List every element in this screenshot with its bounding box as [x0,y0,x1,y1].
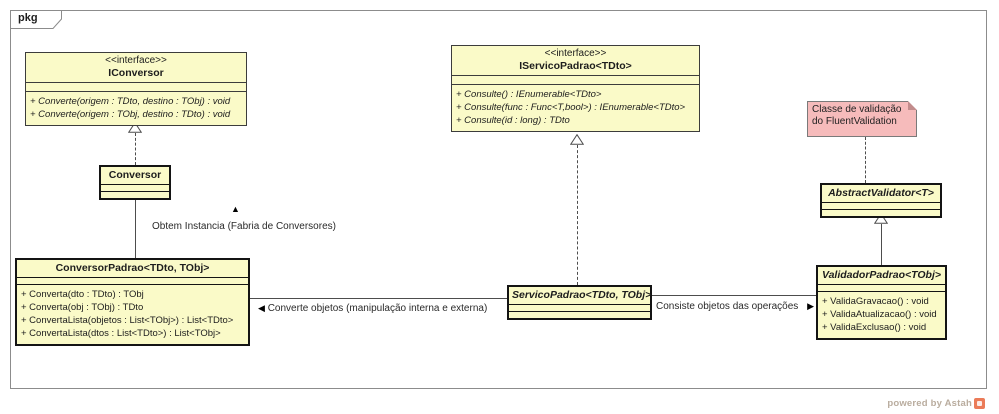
class-name: IConversor [108,67,164,79]
label-consiste-objetos [656,301,814,312]
operation: + Consulte(id : long) : TDto [456,115,570,126]
attributes-compartment [26,82,246,91]
class-abstract-validator [820,183,942,218]
association-connector-servicopadrao-validadorpadrao [652,295,816,296]
direction-right-icon: ▶ [807,301,815,311]
class-conversor [99,165,171,200]
realization-arrowhead-iservicopadrao-icon [570,134,584,145]
attributes-compartment [452,75,699,84]
powered-by-text: powered by Astah [887,398,972,409]
note-fluentvalidation [807,101,917,137]
operations-compartment [101,191,169,198]
class-validador-padrao [816,265,947,340]
realization-connector-conversor-iconversor [135,133,136,165]
direction-left-icon: ◀ [258,303,265,313]
stereotype-label: <<interface>> [105,55,167,66]
operation: + ValidaGravacao() : void [822,296,929,307]
direction-up-icon: ▲ [231,204,240,214]
operations-compartment [17,284,248,344]
operations-compartment [822,209,940,216]
attributes-compartment [818,284,945,291]
class-name: Conversor [108,169,162,181]
attributes-compartment [17,277,248,284]
label-obtem-instancia: Obtem Instancia (Fabria de Conversores) [152,221,336,232]
attributes-compartment [101,184,169,191]
package-tab-label: pkg [18,12,38,24]
astah-logo-icon [974,398,985,409]
class-iservico-padrao [451,45,700,132]
operation: + ValidaAtualizacao() : void [822,309,937,320]
label-converte-objetos [258,303,487,314]
class-name: IServicoPadrao<TDto> [519,60,632,72]
note-anchor-connector [865,137,866,183]
operation: + Converta(obj : TObj) : TDto [21,302,144,313]
operations-compartment [818,291,945,338]
operation: + ConvertaLista(dtos : List<TDto>) : List<TObj> [21,328,221,339]
operation: + Converta(dto : TDto) : TObj [21,289,144,300]
class-name: ValidadorPadrao<TObj> [821,269,942,281]
operation: + ConvertaLista(objetos : List<TObj>) : List<TDto> [21,315,234,326]
operations-compartment [509,311,650,318]
class-name: ConversorPadrao<TDto, TObj> [55,262,210,274]
label-text: Consiste objetos das operações [656,301,799,312]
realization-connector-servicopadrao-iservicopadrao [577,145,578,285]
stereotype-label: <<interface>> [544,48,607,59]
note-text: Classe de validação do FluentValidation [812,104,902,127]
generalization-connector-validadorpadrao-abstractvalidator [881,224,882,265]
class-name: AbstractValidator<T> [828,187,934,199]
operation: + Consulte(func : Func<T,bool>) : IEnumerable<TDto> [456,102,686,113]
class-name: ServicoPadrao<TDto, TObj> [512,289,652,301]
operations-compartment [452,84,699,131]
operation: + ValidaExclusao() : void [822,322,927,333]
association-connector-servicopadrao-conversorpadrao [250,298,507,299]
attributes-compartment [822,202,940,209]
label-text: Converte objetos (manipulação interna e externa) [267,303,488,314]
class-servico-padrao [507,285,652,320]
class-iconversor [25,52,247,126]
association-connector-conversorpadrao-conversor [135,197,136,258]
operation: + Converte(origem : TDto, destino : TObj) : void [30,96,231,107]
class-conversor-padrao [15,258,250,346]
operation: + Consulte() : IEnumerable<TDto> [456,89,602,100]
operation: + Converte(origem : TObj, destino : TDto) : void [30,109,231,120]
attributes-compartment [509,304,650,311]
watermark [887,398,985,409]
operations-compartment [26,91,246,125]
